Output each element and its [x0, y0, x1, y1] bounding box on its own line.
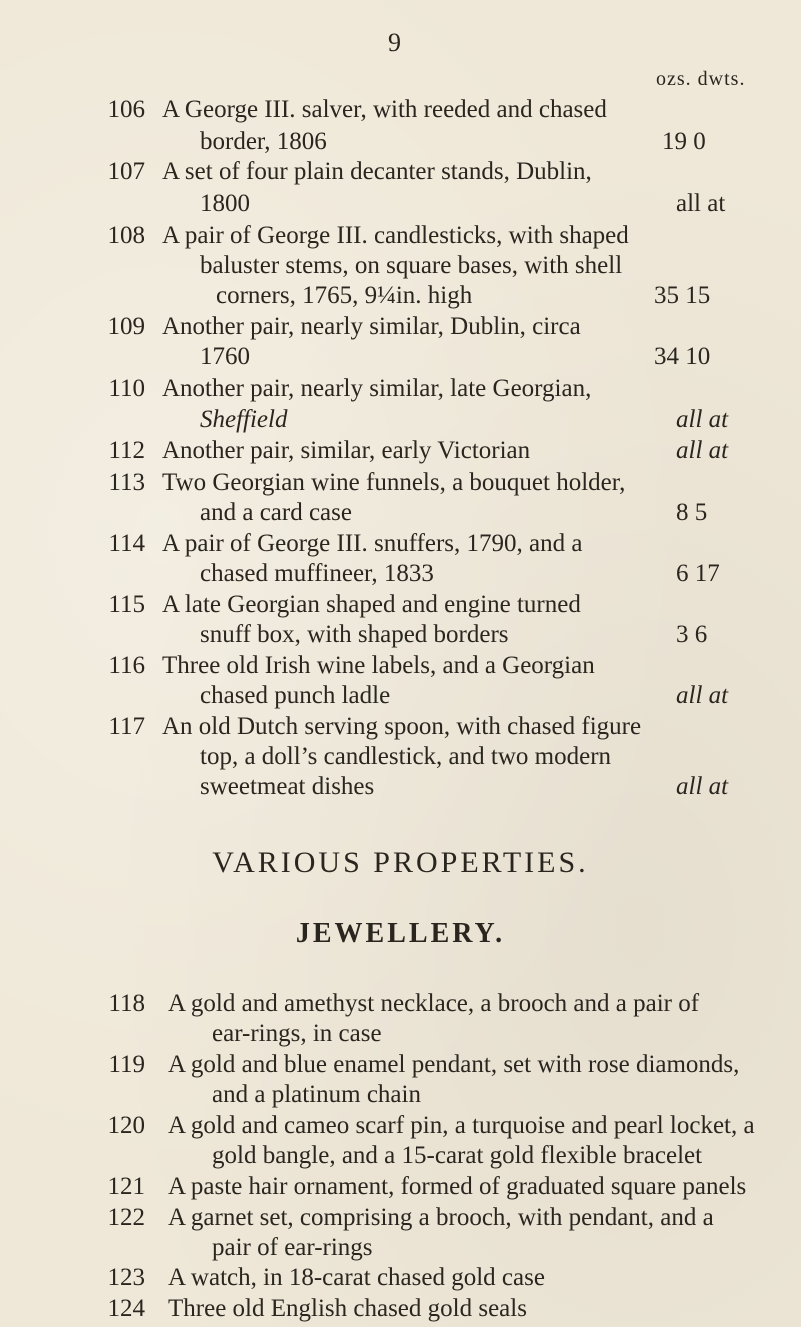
lot-number: 118 — [108, 990, 145, 1017]
lot-number: 119 — [108, 1051, 145, 1078]
lot-number: 121 — [107, 1173, 145, 1200]
lot-description: chased punch ladle — [200, 682, 391, 709]
page-number: 9 — [388, 28, 401, 57]
lot-description: A pair of George III. snuffers, 1790, and a — [162, 530, 583, 557]
lot-number: 106 — [107, 96, 145, 123]
lot-number: 114 — [108, 530, 145, 557]
lot-description: sweetmeat dishes — [200, 773, 375, 800]
lot-description: border, 1806 — [200, 128, 327, 155]
lot-number: 110 — [108, 375, 145, 402]
lot-price: 34 10 — [654, 343, 711, 370]
lot-number: 109 — [107, 313, 145, 340]
lot-number: 115 — [108, 591, 145, 618]
lot-description: A gold and blue enamel pendant, set with rose diamonds, — [168, 1051, 740, 1078]
lot-number: 112 — [108, 437, 145, 464]
lot-description: pair of ear-rings — [212, 1234, 373, 1261]
lot-description: A George III. salver, with reeded and chased — [162, 96, 607, 123]
lot-number: 117 — [108, 713, 145, 740]
lot-description: 1800 — [200, 190, 250, 217]
lot-description: A set of four plain decanter stands, Dublin, — [162, 158, 592, 185]
lot-number: 123 — [107, 1264, 145, 1291]
lot-price: 35 15 — [654, 282, 711, 309]
lot-description: snuff box, with shaped borders — [200, 621, 509, 648]
lot-description: A garnet set, comprising a brooch, with pendant, and a — [168, 1204, 714, 1231]
lot-number: 124 — [107, 1295, 145, 1322]
lot-description: An old Dutch serving spoon, with chased figure — [162, 713, 642, 740]
lot-price: all at — [676, 437, 729, 464]
lot-description: ear-rings, in case — [212, 1020, 382, 1047]
lot-description: baluster stems, on square bases, with shell — [200, 252, 623, 279]
lot-description: Another pair, nearly similar, late Georgian, — [162, 375, 592, 402]
lot-price: 8 5 — [676, 499, 708, 526]
lot-description: A paste hair ornament, formed of graduated square panels — [168, 1173, 747, 1200]
section-title: VARIOUS PROPERTIES. — [212, 846, 589, 879]
lot-number: 107 — [107, 158, 145, 185]
section-subtitle: JEWELLERY. — [295, 918, 506, 949]
price-column-header: ozs. dwts. — [656, 68, 746, 90]
lot-price: all at — [676, 682, 729, 709]
lot-number: 116 — [108, 652, 145, 679]
lot-description: and a platinum chain — [212, 1081, 421, 1108]
lot-price: all at — [676, 406, 729, 433]
lot-price: 19 0 — [662, 128, 706, 155]
lot-number: 113 — [108, 469, 145, 496]
lot-description: A gold and cameo scarf pin, a turquoise and pearl locket, a — [168, 1112, 755, 1139]
lot-description: Two Georgian wine funnels, a bouquet holder, — [162, 469, 626, 496]
lot-description: 1760 — [200, 343, 250, 370]
lot-number: 108 — [107, 222, 145, 249]
lot-description: A watch, in 18-carat chased gold case — [168, 1264, 545, 1291]
lot-number: 122 — [107, 1204, 145, 1231]
lot-description: top, a doll’s candlestick, and two modern — [200, 743, 612, 770]
lot-price: 6 17 — [676, 560, 720, 587]
lot-description: gold bangle, and a 15-carat gold flexible bracelet — [212, 1142, 703, 1169]
lot-description: corners, 1765, 9¼in. high — [216, 282, 473, 309]
lot-number: 120 — [107, 1112, 145, 1139]
lot-price: all at — [676, 773, 729, 800]
lot-description: and a card case — [200, 499, 352, 526]
lot-description: Three old Irish wine labels, and a Georgian — [162, 652, 595, 679]
lot-price: all at — [676, 190, 726, 217]
lot-description: Another pair, nearly similar, Dublin, circa — [162, 313, 581, 340]
lot-price: 3 6 — [676, 621, 708, 648]
lot-description: Sheffield — [200, 406, 288, 433]
lot-description: A pair of George III. candlesticks, with shaped — [162, 222, 629, 249]
lot-description: A gold and amethyst necklace, a brooch and a pair of — [168, 990, 700, 1017]
lot-description: Three old English chased gold seals — [168, 1295, 527, 1322]
lot-description: A late Georgian shaped and engine turned — [162, 591, 581, 618]
lot-description: Another pair, similar, early Victorian — [162, 437, 531, 464]
lot-description: chased muffineer, 1833 — [200, 560, 434, 587]
